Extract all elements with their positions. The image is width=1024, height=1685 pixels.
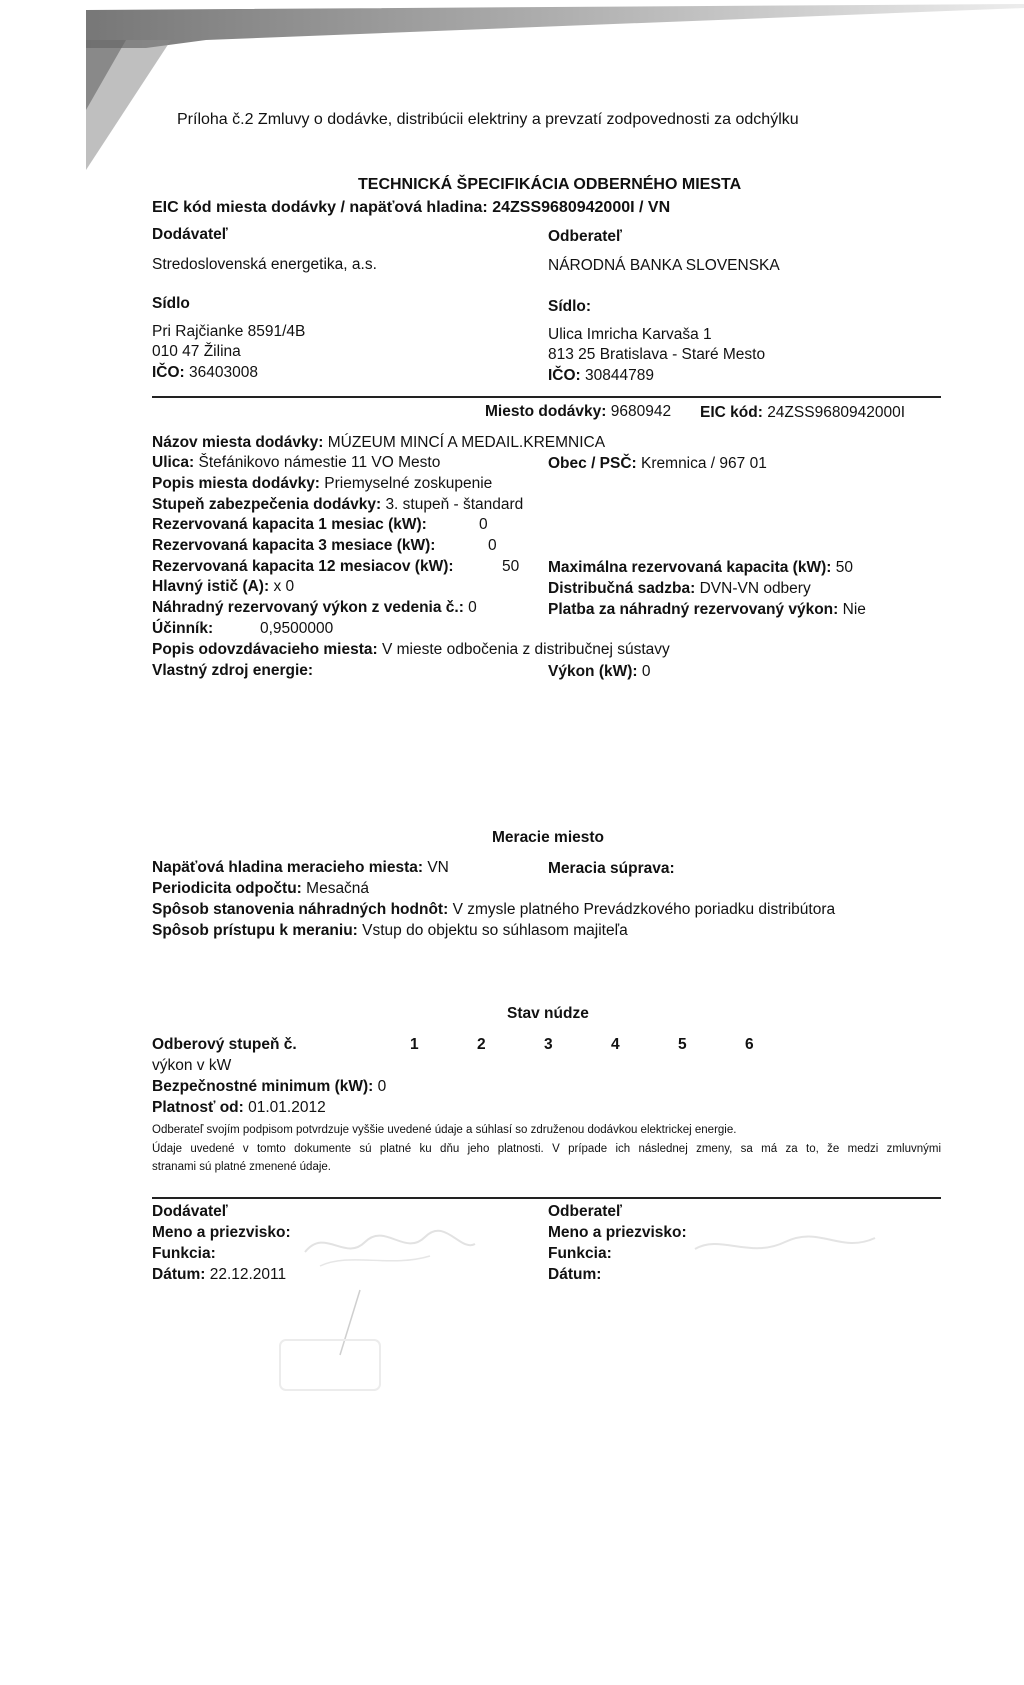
tariff-label: Distribučná sadzba:	[548, 580, 696, 597]
sig-supplier-date	[152, 1266, 286, 1284]
sig-customer-heading: Odberateľ	[548, 1203, 623, 1220]
customer-city: 813 25 Bratislava - Staré Mesto	[548, 346, 766, 363]
valid-from-value: 01.01.2012	[248, 1099, 326, 1116]
metering-period-label: Periodicita odpočtu:	[152, 880, 302, 897]
delivery-eic-value: 24ZSS9680942000I	[767, 404, 906, 421]
emergency-level-4: 4	[611, 1036, 620, 1053]
supplier-name: Stredoslovenská energetika, a.s.	[152, 256, 377, 273]
supplier-ico-label: IČO:	[152, 364, 185, 381]
power-factor-value: 0,9500000	[260, 620, 334, 637]
metering-access-value: Vstup do objektu so súhlasom majiteľa	[362, 922, 628, 939]
metering-substitute	[152, 901, 835, 919]
emergency-title: Stav núdze	[507, 1005, 589, 1022]
delivery-street-value: Štefánikovo námestie 11 VO Mesto	[198, 454, 441, 471]
delivery-city-label: Obec / PSČ:	[548, 455, 637, 472]
emergency-level-1: 1	[410, 1036, 419, 1053]
supplier-seat-label: Sídlo	[152, 295, 190, 312]
delivery-place-value: 9680942	[610, 403, 672, 420]
delivery-city	[548, 455, 767, 473]
sig-supplier-name-label: Meno a priezvisko:	[152, 1224, 291, 1241]
backup-power	[152, 599, 477, 617]
backup-power-value: 0	[468, 599, 477, 616]
own-source-power-value: 0	[641, 663, 651, 680]
handover-point-value: V mieste odbočenia z distribučnej sústavy	[382, 641, 670, 658]
consent-note: Odberateľ svojím podpisom potvrdzuje vyššie uvedené údaje a súhlasí so združenou dodávkou elektrickej energie.	[152, 1124, 737, 1136]
metering-access	[152, 922, 628, 940]
scan-corner-artifact	[86, 40, 186, 180]
tariff-value: DVN-VN odbery	[699, 580, 811, 597]
sig-supplier-function-label: Funkcia:	[152, 1245, 216, 1262]
metering-title: Meracie miesto	[492, 829, 604, 846]
delivery-eic	[700, 404, 905, 422]
sig-customer-date-label: Dátum:	[548, 1266, 602, 1283]
faint-signature-customer	[690, 1224, 880, 1269]
sig-supplier-date-value: 22.12.2011	[209, 1266, 287, 1283]
metering-period	[152, 880, 369, 898]
delivery-street	[152, 454, 440, 472]
supplier-ico-value: 36403008	[189, 364, 258, 381]
power-factor-label: Účinník:	[152, 620, 214, 637]
metering-period-value: Mesačná	[306, 880, 370, 897]
emergency-level-6: 6	[745, 1036, 754, 1053]
emergency-level-2: 2	[477, 1036, 486, 1053]
delivery-desc	[152, 475, 492, 493]
delivery-city-value: Kremnica / 967 01	[641, 455, 767, 472]
customer-ico-label: IČO:	[548, 367, 581, 384]
security-minimum	[152, 1078, 386, 1096]
delivery-place	[485, 403, 671, 421]
metering-substitute-value: V zmysle platného Prevádzkového poriadku distribútora	[452, 901, 836, 918]
handover-point-label: Popis odovzdávacieho miesta:	[152, 641, 378, 658]
handover-point	[152, 641, 670, 659]
backup-payment	[548, 601, 866, 619]
breaker-value: x 0	[273, 578, 295, 595]
customer-seat-label: Sídlo:	[548, 298, 592, 315]
eic-header-value: 24ZSS9680942000I / VN	[492, 199, 671, 216]
validity-note-line2: stranami sú platné zmenené údaje.	[152, 1161, 331, 1173]
customer-name: NÁRODNÁ BANKA SLOVENSKA	[548, 257, 780, 274]
metering-voltage-value: VN	[427, 859, 449, 876]
emergency-level-3: 3	[544, 1036, 553, 1053]
rk3-label: Rezervovaná kapacita 3 mesiace (kW):	[152, 537, 436, 554]
own-source-label: Vlastný zdroj energie:	[152, 662, 314, 679]
supplier-heading: Dodávateľ	[152, 226, 228, 243]
delivery-security-value: 3. stupeň - štandard	[385, 496, 524, 513]
sig-customer-function-label: Funkcia:	[548, 1245, 612, 1262]
customer-ico	[548, 367, 654, 385]
security-minimum-value: 0	[377, 1078, 387, 1095]
max-capacity-value: 50	[835, 559, 853, 576]
tariff	[548, 580, 811, 598]
rk1-value: 0	[479, 516, 488, 533]
rk12-value: 50	[502, 558, 520, 575]
breaker-label: Hlavný istič (A):	[152, 578, 270, 595]
valid-from	[152, 1099, 326, 1117]
supplier-ico	[152, 364, 258, 382]
sig-supplier-heading: Dodávateľ	[152, 1203, 228, 1220]
divider-bottom	[152, 1197, 941, 1199]
faint-stamp	[240, 1285, 420, 1395]
delivery-security	[152, 496, 523, 514]
metering-access-label: Spôsob prístupu k meraniu:	[152, 922, 358, 939]
spec-title: TECHNICKÁ ŠPECIFIKÁCIA ODBERNÉHO MIESTA	[358, 176, 742, 193]
supplier-city: 010 47 Žilina	[152, 343, 241, 360]
eic-header-label: EIC kód miesta dodávky / napäťová hladina:	[152, 199, 488, 216]
annex-title: Príloha č.2 Zmluvy o dodávke, distribúcii elektriny a prevzatí zodpovednosti za odchýlku	[177, 111, 799, 128]
valid-from-label: Platnosť od:	[152, 1099, 244, 1116]
security-minimum-label: Bezpečnostné minimum (kW):	[152, 1078, 374, 1095]
delivery-desc-value: Priemyselné zoskupenie	[324, 475, 493, 492]
delivery-place-label: Miesto dodávky:	[485, 403, 607, 420]
delivery-street-label: Ulica:	[152, 454, 195, 471]
backup-payment-value: Nie	[842, 601, 866, 618]
divider-top	[152, 396, 941, 398]
customer-ico-value: 30844789	[585, 367, 654, 384]
eic-header-line	[152, 199, 670, 217]
own-source-power	[548, 663, 651, 681]
sig-supplier-date-label: Dátum:	[152, 1266, 206, 1283]
backup-power-label: Náhradný rezervovaný výkon z vedenia č.:	[152, 599, 464, 616]
emergency-level-5: 5	[678, 1036, 687, 1053]
metering-voltage	[152, 859, 449, 877]
rk3-value: 0	[488, 537, 497, 554]
own-source-power-label: Výkon (kW):	[548, 663, 638, 680]
emergency-power-row-label: výkon v kW	[152, 1057, 232, 1074]
emergency-level-label: Odberový stupeň č.	[152, 1036, 297, 1053]
scan-edge-artifact	[86, 0, 1024, 48]
delivery-name-label: Názov miesta dodávky:	[152, 434, 324, 451]
backup-payment-label: Platba za náhradný rezervovaný výkon:	[548, 601, 839, 618]
delivery-desc-label: Popis miesta dodávky:	[152, 475, 320, 492]
metering-voltage-label: Napäťová hladina meracieho miesta:	[152, 859, 424, 876]
metering-substitute-label: Spôsob stanovenia náhradných hodnôt:	[152, 901, 449, 918]
delivery-name	[152, 434, 605, 452]
breaker	[152, 578, 294, 596]
customer-street: Ulica Imricha Karvaša 1	[548, 326, 712, 343]
rk12-label: Rezervovaná kapacita 12 mesiacov (kW):	[152, 558, 454, 575]
validity-note-line1: Údaje uvedené v tomto dokumente sú platné ku dňu jeho platnosti. V prípade ich následnej zmeny, sa má za to, že medzi zmluvnými	[152, 1143, 941, 1155]
max-capacity	[548, 559, 853, 577]
max-capacity-label: Maximálna rezervovaná kapacita (kW):	[548, 559, 832, 576]
metering-set-label: Meracia súprava:	[548, 860, 675, 877]
delivery-eic-label: EIC kód:	[700, 404, 763, 421]
delivery-security-label: Stupeň zabezpečenia dodávky:	[152, 496, 382, 513]
supplier-street: Pri Rajčianke 8591/4B	[152, 323, 306, 340]
customer-heading: Odberateľ	[548, 228, 623, 245]
faint-signature-supplier	[300, 1222, 480, 1272]
sig-customer-name-label: Meno a priezvisko:	[548, 1224, 687, 1241]
delivery-name-value: MÚZEUM MINCÍ A MEDAIL.KREMNICA	[327, 434, 606, 451]
rk1-label: Rezervovaná kapacita 1 mesiac (kW):	[152, 516, 427, 533]
